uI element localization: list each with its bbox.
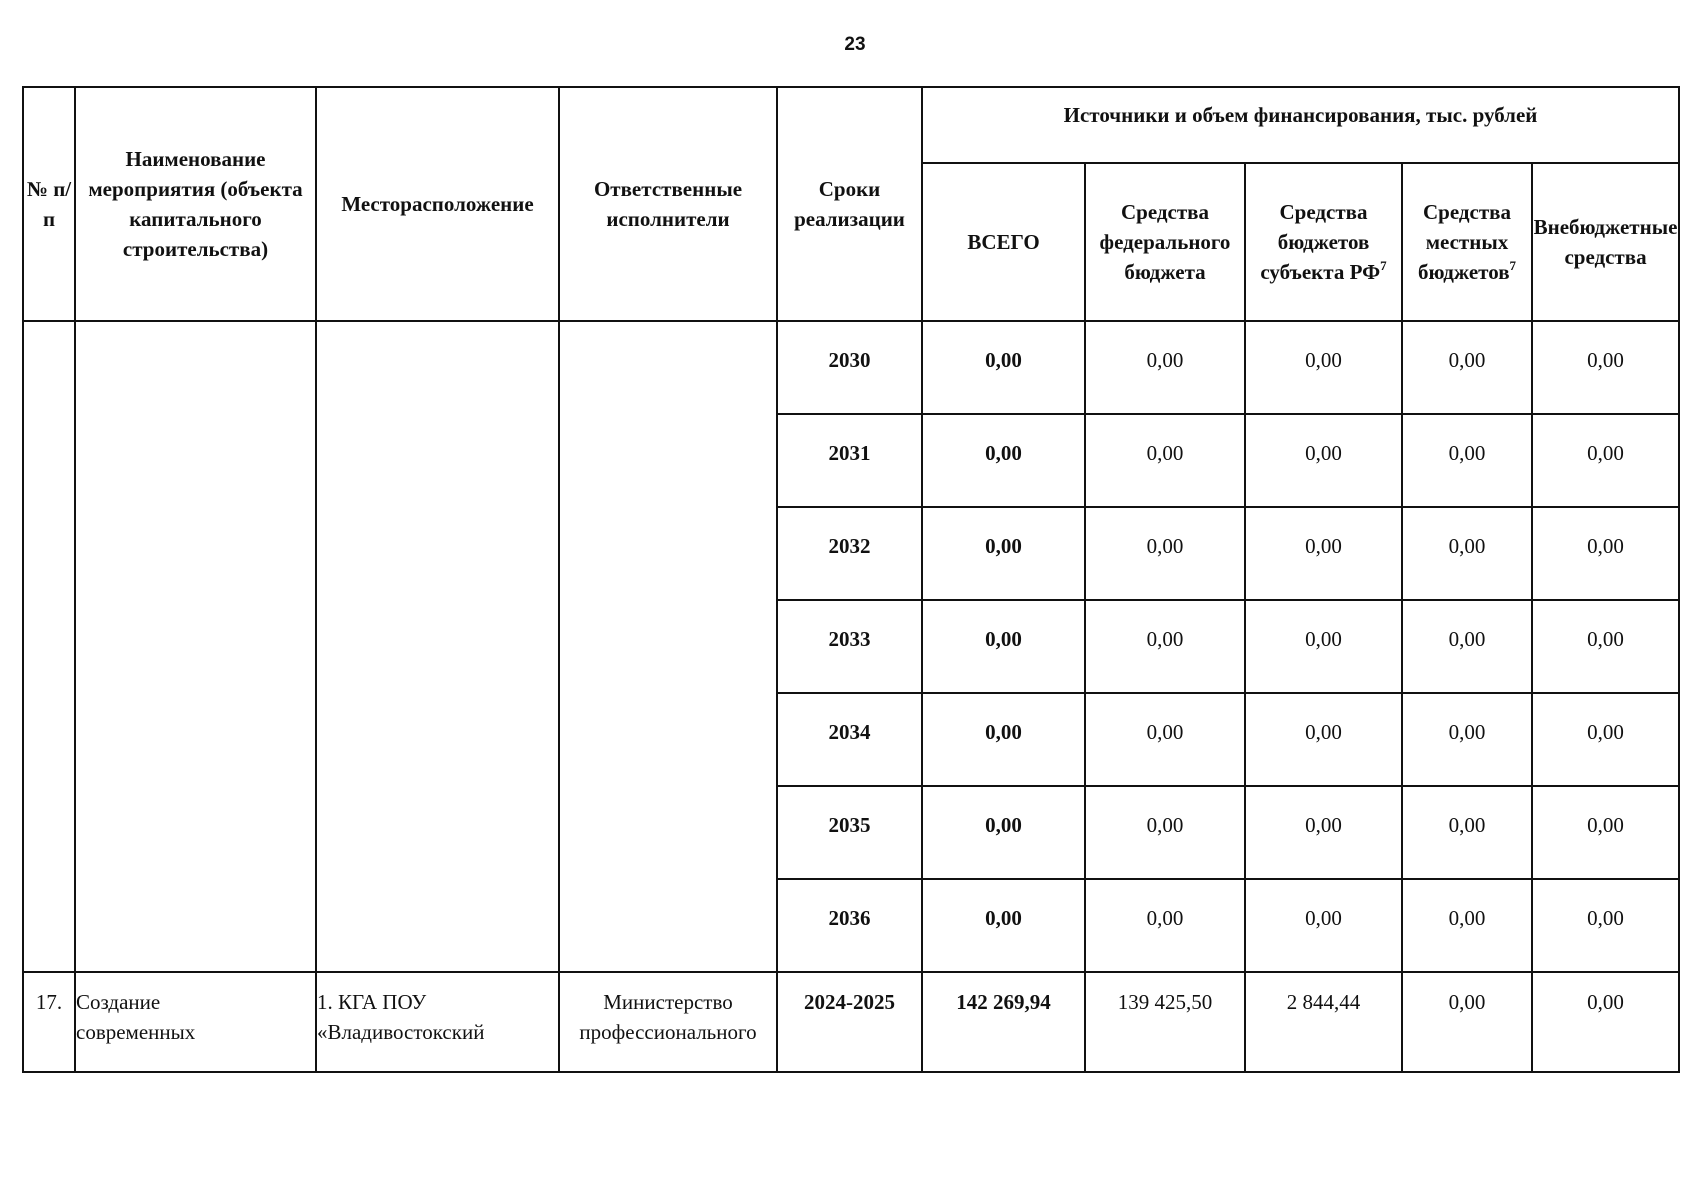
cell-year: 2033 <box>777 600 922 693</box>
cell-year: 2035 <box>777 786 922 879</box>
cell-name-empty <box>75 321 316 972</box>
cell-total: 0,00 <box>922 786 1085 879</box>
header-extra: Внебюджетные средства <box>1532 163 1679 321</box>
header-regional-footnote: 7 <box>1380 258 1387 273</box>
cell-regional: 0,00 <box>1245 321 1402 414</box>
financing-table <box>22 86 1680 1073</box>
header-funding-group: Источники и объем финансирования, тыс. рублей <box>922 87 1679 163</box>
cell-period: 2024-2025 <box>777 972 922 1072</box>
cell-executors-empty <box>559 321 777 972</box>
cell-name <box>75 972 316 1072</box>
cell-federal: 0,00 <box>1085 600 1245 693</box>
cell-total: 0,00 <box>922 600 1085 693</box>
header-regional <box>1245 163 1402 321</box>
cell-location-line: «Владивостокский <box>317 1020 485 1044</box>
cell-total: 142 269,94 <box>922 972 1085 1072</box>
cell-federal: 0,00 <box>1085 414 1245 507</box>
header-local-label: Средства местных бюджетов <box>1417 200 1511 284</box>
cell-location-line: 1. КГА ПОУ <box>317 990 427 1014</box>
cell-year: 2032 <box>777 507 922 600</box>
cell-extra: 0,00 <box>1532 414 1679 507</box>
cell-local: 0,00 <box>1402 786 1532 879</box>
cell-regional: 0,00 <box>1245 414 1402 507</box>
cell-federal: 0,00 <box>1085 786 1245 879</box>
cell-regional: 0,00 <box>1245 693 1402 786</box>
cell-regional: 0,00 <box>1245 786 1402 879</box>
header-period: Сроки реализации <box>777 87 922 321</box>
cell-regional: 2 844,44 <box>1245 972 1402 1072</box>
cell-year: 2034 <box>777 693 922 786</box>
cell-total: 0,00 <box>922 414 1085 507</box>
cell-federal: 0,00 <box>1085 879 1245 972</box>
cell-executors-line: Министерство <box>603 990 733 1014</box>
cell-federal: 139 425,50 <box>1085 972 1245 1072</box>
cell-total: 0,00 <box>922 321 1085 414</box>
cell-num: 17. <box>23 972 75 1072</box>
cell-year: 2030 <box>777 321 922 414</box>
cell-local: 0,00 <box>1402 507 1532 600</box>
header-location: Месторасположение <box>316 87 559 321</box>
cell-extra: 0,00 <box>1532 600 1679 693</box>
cell-total: 0,00 <box>922 507 1085 600</box>
cell-extra: 0,00 <box>1532 693 1679 786</box>
cell-federal: 0,00 <box>1085 507 1245 600</box>
table-row <box>23 321 1679 414</box>
cell-name-line: Создание <box>76 990 161 1014</box>
cell-federal: 0,00 <box>1085 321 1245 414</box>
cell-local: 0,00 <box>1402 693 1532 786</box>
cell-regional: 0,00 <box>1245 507 1402 600</box>
cell-total: 0,00 <box>922 693 1085 786</box>
cell-local: 0,00 <box>1402 972 1532 1072</box>
cell-local: 0,00 <box>1402 321 1532 414</box>
cell-location <box>316 972 559 1072</box>
cell-num-empty <box>23 321 75 972</box>
header-local-footnote: 7 <box>1509 258 1517 273</box>
header-federal: Средства федерального бюджета <box>1085 163 1245 321</box>
cell-local: 0,00 <box>1402 879 1532 972</box>
cell-local: 0,00 <box>1402 414 1532 507</box>
page-number: 23 <box>844 34 866 55</box>
cell-extra: 0,00 <box>1532 879 1679 972</box>
cell-regional: 0,00 <box>1245 600 1402 693</box>
cell-executors-line: профессионального <box>579 1020 757 1044</box>
header-executors: Ответственные исполнители <box>559 87 777 321</box>
cell-extra: 0,00 <box>1532 786 1679 879</box>
table-row-item-17 <box>23 972 1679 1072</box>
cell-total: 0,00 <box>922 879 1085 972</box>
cell-regional: 0,00 <box>1245 879 1402 972</box>
header-local <box>1402 163 1532 321</box>
cell-federal: 0,00 <box>1085 693 1245 786</box>
header-name: Наименование мероприятия (объекта капитального строительства) <box>75 87 316 321</box>
cell-location-empty <box>316 321 559 972</box>
cell-year: 2036 <box>777 879 922 972</box>
cell-extra: 0,00 <box>1532 507 1679 600</box>
cell-extra: 0,00 <box>1532 972 1679 1072</box>
cell-year: 2031 <box>777 414 922 507</box>
cell-extra: 0,00 <box>1532 321 1679 414</box>
header-regional-label: Средства бюджетов субъекта РФ <box>1260 200 1381 284</box>
cell-name-line: современных <box>76 1020 196 1044</box>
cell-executors <box>559 972 777 1072</box>
header-total: ВСЕГО <box>922 163 1085 321</box>
header-num: № п/п <box>23 87 75 321</box>
cell-local: 0,00 <box>1402 600 1532 693</box>
